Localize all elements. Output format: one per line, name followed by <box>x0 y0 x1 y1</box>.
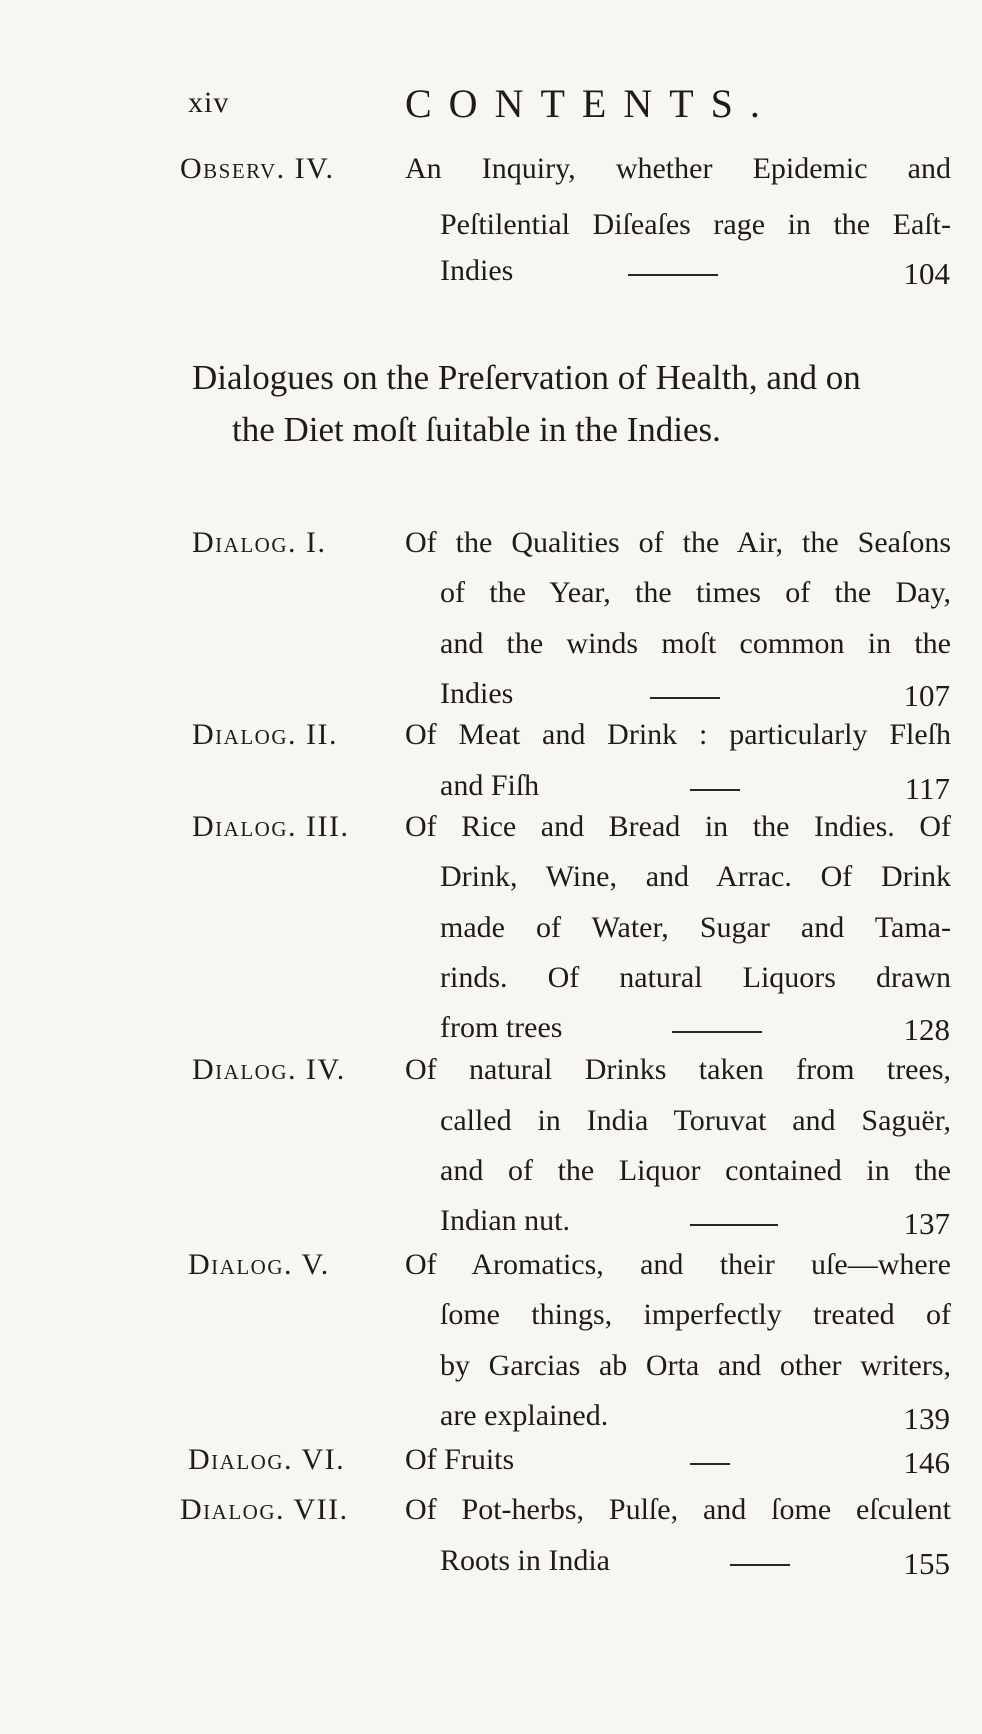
dialog-line: rinds. Of natural Liquors drawn <box>440 961 951 994</box>
dot-leader <box>690 1224 778 1226</box>
dialog-line: from trees <box>440 1011 563 1044</box>
dot-leader <box>690 789 740 791</box>
page-number: 128 <box>903 1012 950 1047</box>
dialog-label: Dialog. I. <box>192 526 327 559</box>
dialog-label: Dialog. IV. <box>192 1053 346 1086</box>
dialog-line: Indian nut. <box>440 1204 570 1237</box>
dialog-line: Roots in India <box>440 1544 610 1577</box>
dot-leader <box>690 1463 730 1465</box>
dialog-line: and Fiſh <box>440 769 540 802</box>
dialog-line: and the winds moſt common in the <box>440 627 951 660</box>
page-number: 137 <box>903 1206 950 1241</box>
dialog-line: Of Fruits <box>405 1443 515 1476</box>
dialog-line: Of the Qualities of the Air, the Seaſons <box>405 526 951 559</box>
dialog-line: Of natural Drinks taken from trees, <box>405 1053 951 1086</box>
dialog-label: Dialog. III. <box>192 810 350 843</box>
dialog-line: ſome things, imperfectly treated of <box>440 1298 951 1331</box>
page-number: 117 <box>904 771 950 806</box>
dialog-line: Of Rice and Bread in the Indies. Of <box>405 810 951 843</box>
page-folio: xiv <box>188 86 230 119</box>
dot-leader <box>672 1031 762 1033</box>
dialog-line: by Garcias ab Orta and other writers, <box>440 1349 951 1382</box>
page-number: 107 <box>903 678 950 713</box>
dialog-line: Drink, Wine, and Arrac. Of Drink <box>440 860 951 893</box>
dialog-line: called in India Toruvat and Saguër, <box>440 1104 951 1137</box>
dialog-label: Dialog. II. <box>192 718 338 751</box>
dialog-line: Of Aromatics, and their uſe—where <box>405 1248 951 1281</box>
dialog-line: Of Pot-herbs, Pulſe, and ſome eſculent <box>405 1493 951 1526</box>
section-heading-line-1: Dialogues on the Preſervation of Health, and on <box>192 358 861 397</box>
observation-label: Observ. IV. <box>180 152 335 185</box>
dialog-line: Of Meat and Drink : particularly Fleſh <box>405 718 951 751</box>
dialog-line: and of the Liquor contained in the <box>440 1154 951 1187</box>
dialog-label: Dialog. VI. <box>188 1443 346 1476</box>
page-number: 155 <box>903 1546 950 1581</box>
running-title: CONTENTS. <box>405 81 777 126</box>
page-number: 146 <box>903 1445 950 1480</box>
dialog-label: Dialog. VII. <box>180 1493 349 1526</box>
dot-leader <box>730 1564 790 1566</box>
dialog-line: made of Water, Sugar and Tama- <box>440 911 951 944</box>
section-heading-line-2: the Diet moſt ſuitable in the Indies. <box>232 410 721 449</box>
dialog-line: are explained. <box>440 1399 609 1432</box>
dialog-label: Dialog. V. <box>188 1248 330 1281</box>
observation-line: Peſtilential Diſeaſes rage in the Eaſt- <box>440 208 951 241</box>
observation-line: Indies <box>440 254 514 287</box>
dot-leader <box>650 697 720 699</box>
page-number: 104 <box>903 256 950 291</box>
dot-leader <box>628 274 718 276</box>
dialog-line: of the Year, the times of the Day, <box>440 576 951 609</box>
observation-line: An Inquiry, whether Epidemic and <box>405 152 951 185</box>
page-number: 139 <box>903 1401 950 1436</box>
dialog-line: Indies <box>440 677 514 710</box>
